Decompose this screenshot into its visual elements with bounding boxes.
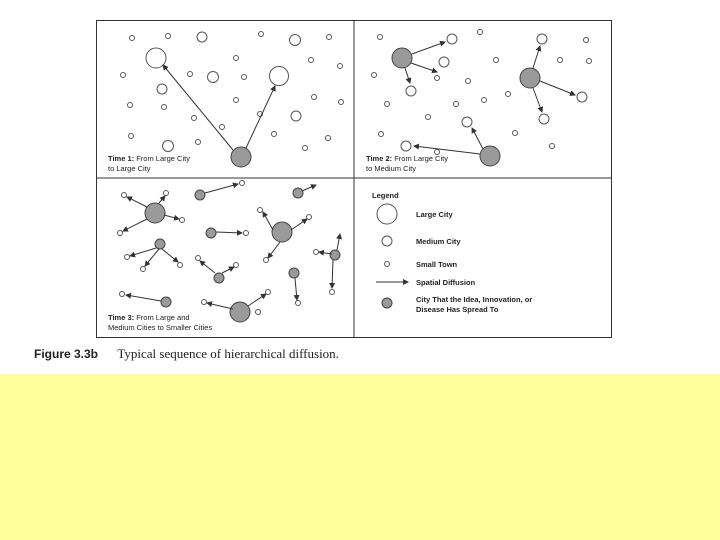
panel-1-title: Time 1: From Large City xyxy=(108,154,190,163)
panel-2-title: Time 2: From Large City xyxy=(366,154,448,163)
legend-large-city-symbol xyxy=(377,204,397,224)
legend-spread-city-label-line1: City That the Idea, Innovation, or xyxy=(416,295,533,304)
panel-3-nodes xyxy=(118,181,341,323)
legend-large-city-label: Large City xyxy=(416,210,453,219)
legend-spread-city-symbol xyxy=(382,298,392,308)
legend-small-town-label: Small Town xyxy=(416,260,458,269)
legend-panel xyxy=(372,191,532,314)
figure-caption-text: Typical sequence of hierarchical diffusion. xyxy=(117,346,339,361)
panel-1-subtitle: to Large City xyxy=(108,164,151,173)
panel-time-1 xyxy=(108,32,344,174)
legend-title: Legend xyxy=(372,191,399,200)
panel-2-subtitle: to Medium City xyxy=(366,164,417,173)
legend-small-town-symbol xyxy=(385,262,390,267)
panel-3-subtitle: Medium Cities to Smaller Cities xyxy=(108,323,213,332)
panel-time-3 xyxy=(108,181,340,333)
panel-1-nodes xyxy=(121,32,344,168)
bottom-band xyxy=(0,374,720,540)
figure-caption xyxy=(34,346,339,362)
legend-medium-city-symbol xyxy=(382,236,392,246)
panel-1-arrows xyxy=(163,65,275,150)
panel-2-arrows xyxy=(405,42,575,154)
legend-medium-city-label: Medium City xyxy=(416,237,461,246)
diffusion-diagram xyxy=(96,20,612,338)
panel-time-2 xyxy=(366,30,592,174)
figure-number: Figure 3.3b xyxy=(34,347,99,361)
panel-3-title: Time 3: From Large and xyxy=(108,313,190,322)
legend-spatial-diffusion-label: Spatial Diffusion xyxy=(416,278,476,287)
legend-spread-city-label-line2: Disease Has Spread To xyxy=(416,305,499,314)
diffusion-figure xyxy=(96,20,612,338)
